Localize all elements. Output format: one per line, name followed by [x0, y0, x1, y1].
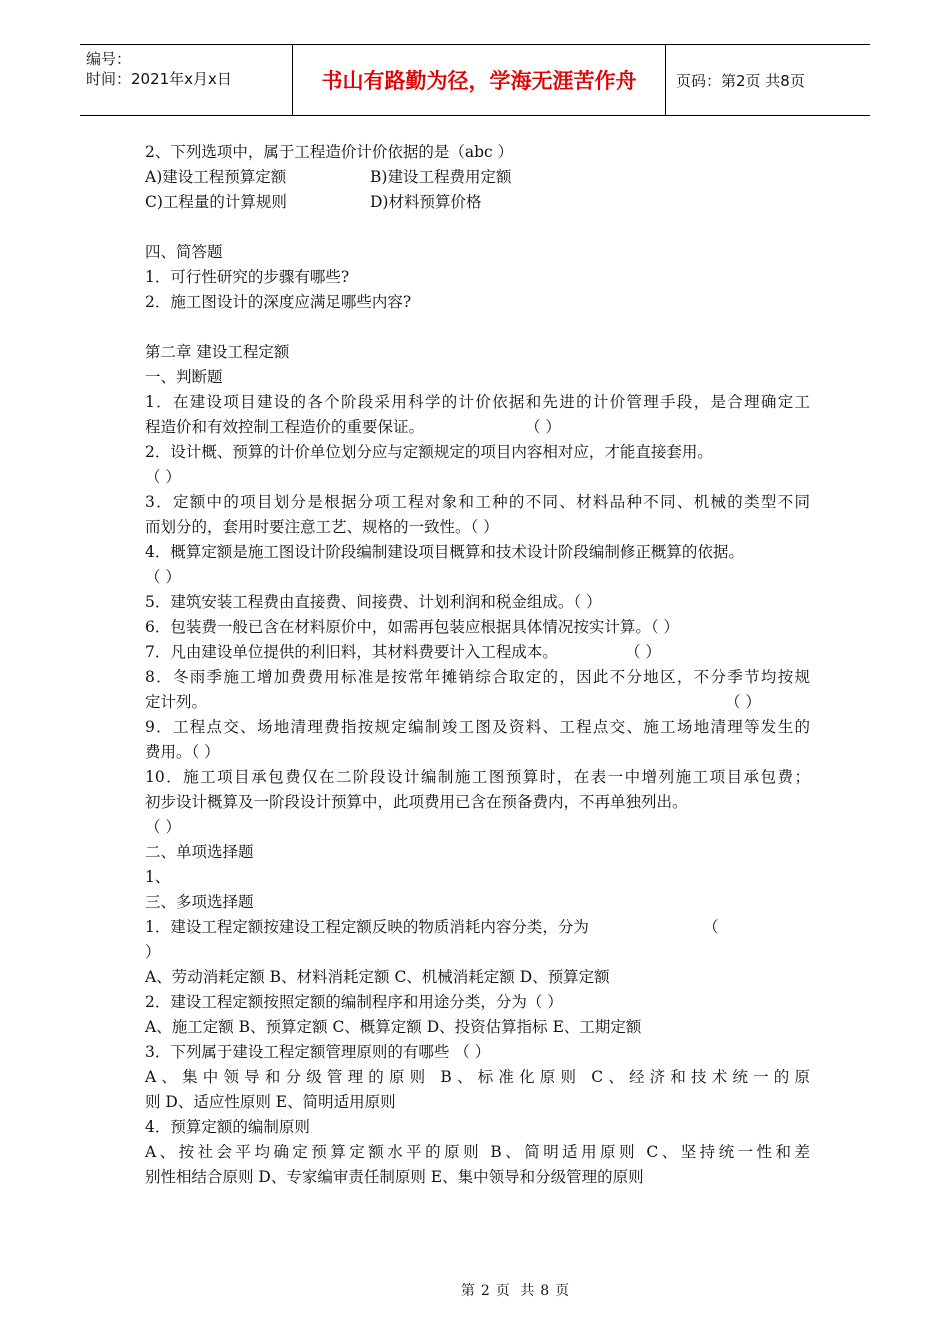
- question-line: 1．在建设项目建设的各个阶段采用科学的计价依据和先进的计价管理手段，是合理确定工: [145, 393, 810, 411]
- document-body: [145, 140, 810, 1190]
- question-line: 3．定额中的项目划分是根据分项工程对象和工种的不同、材料品种不同、机械的类型不同: [145, 493, 810, 511]
- options-line: A、施工定额 B、预算定额 C、概算定额 D、投资估算指标 E、工期定额: [145, 1018, 642, 1036]
- answer-blank: （ ）: [625, 643, 661, 661]
- question-line: 9．工程点交、场地清理费指按规定编制竣工图及资料、工程点交、施工场地清理等发生的: [145, 718, 810, 736]
- question-line: 2．设计概、预算的计价单位划分应与定额规定的项目内容相对应，才能直接套用。: [145, 443, 713, 461]
- options-line: A、按社会平均确定预算定额水平的原则 B、简明适用原则 C、坚持统一性和差: [145, 1143, 810, 1161]
- question-line: [145, 690, 810, 715]
- time-label: 时间：2021年x月x日: [86, 70, 232, 88]
- answer-blank: （ ）: [145, 818, 181, 836]
- answer-blank: （ ）: [725, 693, 761, 711]
- options-line: 则 D、适应性原则 E、简明适用原则: [145, 1093, 396, 1111]
- options-line: 别性相结合原则 D、专家编审责任制原则 E、集中领导和分级管理的原则: [145, 1168, 644, 1186]
- question-text: 1．建设工程定额按建设工程定额反映的物质消耗内容分类，分为: [145, 918, 589, 936]
- question-line: 8．冬雨季施工增加费费用标准是按常年摊销综合取定的，因此不分地区，不分季节均按规: [145, 668, 810, 686]
- number-label: 编号：: [86, 50, 132, 68]
- question-line: 而划分的，套用时要注意工艺、规格的一致性。（ ）: [145, 518, 499, 536]
- header-meta: [80, 45, 293, 115]
- options-row: [145, 165, 810, 190]
- question-line: [145, 640, 810, 665]
- question-line: 费用。（ ）: [145, 743, 220, 761]
- page-header: [80, 44, 870, 116]
- options-line: A、集中领导和分级管理的原则 B、标准化原则 C、经济和技术统一的原: [145, 1068, 810, 1086]
- page-footer: [0, 1280, 950, 1300]
- question-line: [145, 915, 810, 940]
- section-heading: 一、判断题: [145, 368, 223, 386]
- option: C)工程量的计算规则: [145, 193, 287, 211]
- header-page-label: 页码：第2页 共8页: [676, 71, 805, 90]
- footer-text: 页: [555, 1283, 570, 1299]
- footer-text: 第: [460, 1283, 475, 1299]
- section-heading: 三、多项选择题: [145, 893, 254, 911]
- question-line: [145, 415, 810, 440]
- answer-blank: （: [703, 918, 719, 936]
- question-line: 2．施工图设计的深度应满足哪些内容?: [145, 293, 412, 311]
- question-text: 定计列。: [145, 693, 208, 711]
- answer-blank: （ ）: [525, 418, 561, 436]
- option: A)建设工程预算定额: [145, 168, 287, 186]
- option: B)建设工程费用定额: [370, 168, 512, 186]
- footer-page-number: 2: [480, 1283, 490, 1299]
- options-row: [145, 190, 810, 215]
- section-heading: 二、单项选择题: [145, 843, 254, 861]
- chapter-heading: 第二章 建设工程定额: [145, 343, 290, 361]
- options-line: A、劳动消耗定额 B、材料消耗定额 C、机械消耗定额 D、预算定额: [145, 968, 610, 986]
- question-line: 10．施工项目承包费仅在二阶段设计编制施工图预算时，在表一中增列施工项目承包费；: [145, 768, 810, 786]
- question-line: 5．建筑安装工程费由直接费、间接费、计划利润和税金组成。（ ）: [145, 593, 602, 611]
- question-line: 初步设计概算及一阶段设计预算中，此项费用已含在预备费内，不再单独列出。: [145, 793, 688, 811]
- answer-blank: （ ）: [145, 568, 181, 586]
- question-text: 程造价和有效控制工程造价的重要保证。: [145, 418, 425, 436]
- option: D)材料预算价格: [370, 193, 482, 211]
- question-line: 6．包装费一般已含在材料原价中，如需再包装应根据具体情况按实计算。（ ）: [145, 618, 680, 636]
- question-line: 1、: [145, 868, 171, 886]
- question-line: 2．建设工程定额按照定额的编制程序和用途分类，分为（ ）: [145, 993, 563, 1011]
- question-line: 3．下列属于建设工程定额管理原则的有哪些 （ ）: [145, 1043, 491, 1061]
- question-text: 7．凡由建设单位提供的利旧料，其材料费要计入工程成本。: [145, 643, 558, 661]
- question-line: 4．概算定额是施工图设计阶段编制建设项目概算和技术设计阶段编制修正概算的依据。: [145, 543, 744, 561]
- footer-total-pages: 8: [540, 1283, 550, 1299]
- question-line: 4．预算定额的编制原则: [145, 1118, 310, 1136]
- answer-blank: ）: [145, 943, 161, 961]
- footer-text: 页: [495, 1283, 510, 1299]
- footer-text: 共: [520, 1283, 535, 1299]
- answer-blank: （ ）: [145, 468, 181, 486]
- question-line: 2、下列选项中，属于工程造价计价依据的是（abc ）: [145, 143, 514, 161]
- question-line: 1．可行性研究的步骤有哪些?: [145, 268, 350, 286]
- header-motto: 书山有路勤为径，学海无涯苦作舟: [293, 45, 666, 115]
- section-heading: 四、简答题: [145, 243, 223, 261]
